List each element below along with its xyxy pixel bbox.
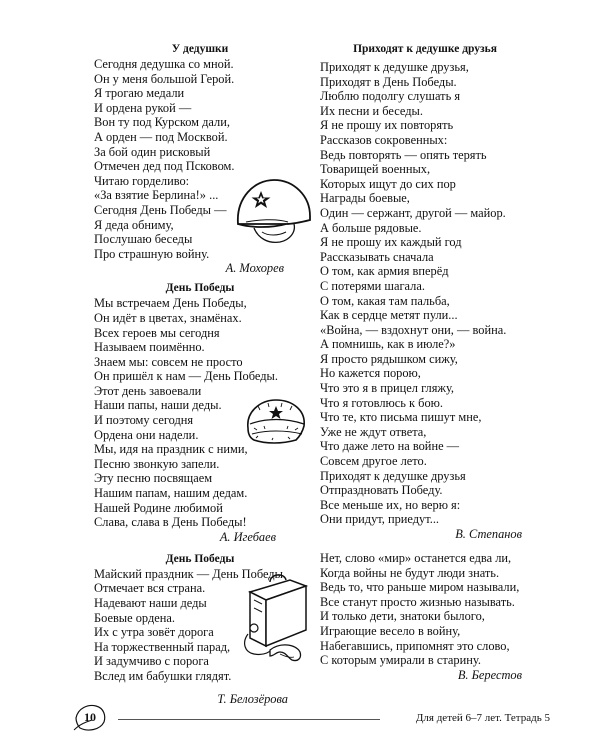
poem-prikhodyat (320, 42, 530, 542)
poem-line: Ордена они надели. (94, 427, 199, 442)
poem-line: Я деда обниму, (94, 217, 174, 232)
poem-line: Вслед им бабушки глядят. (94, 668, 232, 683)
poem-line: И только дети, знатоки былого, (320, 609, 485, 624)
poem-line: Про страшную войну. (94, 246, 210, 261)
poem-line: Я трогаю медали (94, 86, 185, 101)
poem-line: Товарищей военных, (320, 162, 431, 177)
poem-line: Надевают наши деды (94, 596, 207, 610)
poem-line: Читаю горделиво: (94, 173, 190, 188)
poem-line: Всех героев мы сегодня (94, 325, 220, 340)
poem-author: Т. Белозёрова (217, 691, 288, 706)
right-column (320, 42, 530, 683)
poem-line: Я не прошу их каждый год (320, 235, 462, 250)
page-number: 10 (84, 710, 96, 724)
poem-author: А. Мохорев (225, 261, 284, 276)
poem-line: Он пришёл к нам — День Победы. (94, 369, 278, 384)
poem-line: Что даже лето на войне — (320, 439, 460, 454)
poem-line: Отмечает вся страна. (94, 581, 206, 596)
poem-line: Сегодня дедушка со мной. (94, 57, 234, 71)
poem-line: Когда войны не будут люди знать. (320, 565, 500, 580)
fur-hat-icon (242, 394, 310, 450)
poem-line: Люблю подолгу слушать я (320, 89, 461, 104)
footer-divider (118, 719, 380, 720)
poem-line: С потерями шагала. (320, 278, 425, 293)
poem-line: Уже не ждут ответа, (320, 424, 427, 439)
poem-line: Награды боевые, (320, 191, 410, 206)
poem-line: Мы встречаем День Победы, (94, 296, 247, 311)
poem-line: «За взятие Берлина!» ... (94, 188, 219, 203)
poem-lines (320, 60, 530, 527)
poem-line: Слава, слава в День Победы! (94, 515, 247, 530)
poem-lines (320, 551, 530, 668)
poem-line: Знаем мы: совсем не просто (94, 354, 243, 369)
poem-line: Их песни и беседы. (320, 103, 423, 118)
poem-line: И ордена рукой — (94, 100, 192, 115)
poem-line: «Война, — вздохнут они, — война. (320, 322, 507, 337)
poem-line: Я просто рядышком сижу, (320, 351, 458, 366)
poem-line: И поэтому сегодня (94, 413, 194, 428)
poem-line: О том, как армия вперёд (320, 264, 449, 279)
poem-line: Отмечен дед под Псковом. (94, 159, 235, 174)
poem-line: На торжественный парад, (94, 639, 231, 654)
poem-line: А орден — под Москвой. (94, 129, 228, 144)
field-telephone-illustration (240, 572, 316, 664)
poem-line: А больше рядовые. (320, 220, 422, 235)
poem-line: Майский праздник — День Победы. (94, 566, 287, 581)
poem-line: Боевые ордена. (94, 610, 175, 625)
page-number-badge (72, 702, 108, 732)
poem-line: Послушаю беседы (94, 232, 193, 247)
poem-line: Приходят к дедушке друзья (320, 468, 466, 483)
poem-line: А помнишь, как в июле?» (320, 337, 456, 352)
poem-line: Называем поимённо. (94, 340, 205, 355)
poem-line: Он у меня большой Герой. (94, 71, 235, 86)
poem-line: Я не прошу их повторять (320, 118, 454, 133)
poem-line: Что я готовлюсь к бою. (320, 395, 443, 410)
poem-line: Нашим папам, нашим дедам. (94, 486, 248, 501)
poem-line: Нашей Родине любимой (94, 500, 223, 515)
poem-line: Все станут просто жизнью называть. (320, 594, 515, 609)
poem-line: Рассказывать сначала (320, 249, 434, 264)
poem-line: Наши папы, наши деды. (94, 398, 222, 413)
poem-line: Которых ищут до сих пор (320, 176, 456, 191)
poem-title: Приходят к дедушке друзья (353, 43, 497, 55)
poem-line: Один — сержант, другой — майор. (320, 205, 506, 220)
poem-title: День Победы (165, 282, 235, 295)
poem-line: Играющие весело в войну, (320, 623, 461, 638)
poem-line: Они придут, приедут... (320, 512, 440, 527)
poem-line: Он идёт в цветах, знамёнах. (94, 310, 242, 325)
poem-line: Сегодня День Победы — (94, 202, 227, 217)
poem-line: Что те, кто письма пишут мне, (320, 410, 482, 425)
poem-line: Песню звонкую запели. (94, 456, 220, 471)
poem-line: Отпраздновать Победу. (320, 483, 443, 498)
ushanka-hat-illustration (242, 394, 310, 450)
poem-line: Все меньше их, но верю я: (320, 497, 461, 512)
poem-line: Мы, идя на праздник с ними, (94, 442, 248, 457)
poem-line: Совсем другое лето. (320, 454, 427, 469)
poem-line: Набегавшись, припомнят это слово, (320, 638, 510, 653)
poem-line: С которым умирали в старину. (320, 653, 481, 668)
poem-line: Рассказов сокровенных: (320, 132, 448, 147)
poem-line: Ведь повторять — опять терять (320, 147, 487, 162)
poem-line: Приходят к дедушке друзья, (320, 60, 469, 74)
poem-title: День Победы (165, 552, 235, 565)
poem-line: Что это я в прицел гляжу, (320, 381, 455, 396)
poem-line: О том, какая там пальба, (320, 293, 450, 308)
poem-author: В. Степанов (455, 527, 522, 541)
poem-line: Эту песню посвящаем (94, 471, 213, 486)
poem-line: И задумчиво с порога (94, 654, 209, 669)
poem-line: Их с утра зовёт дорога (94, 625, 214, 640)
poem-line: Вон ту под Курском дали, (94, 115, 230, 130)
poem-title: У дедушки (171, 43, 229, 55)
helmet-illustration (232, 172, 314, 248)
poem-author: А. Игебаев (219, 529, 276, 544)
poem-author: В. Берестов (457, 667, 522, 682)
poem-line: Ведь то, что раньше миром называли, (320, 580, 520, 595)
poem-line: Как в сердце метят пули... (320, 308, 458, 323)
field-telephone-icon (240, 572, 316, 664)
poem-line: За бой один рисковый (94, 144, 211, 159)
poem-line: Этот день завоевали (94, 383, 202, 398)
poem-line: Но кажется порою, (320, 366, 421, 381)
helmet-icon (232, 172, 314, 248)
poem-line: Нет, слово «мир» останется едва ли, (320, 551, 512, 565)
footer-caption: Для детей 6–7 лет. Тетрадь 5 (415, 712, 550, 724)
poem-line: Приходят в День Победы. (320, 74, 457, 89)
poem-net-slovo (320, 551, 530, 683)
